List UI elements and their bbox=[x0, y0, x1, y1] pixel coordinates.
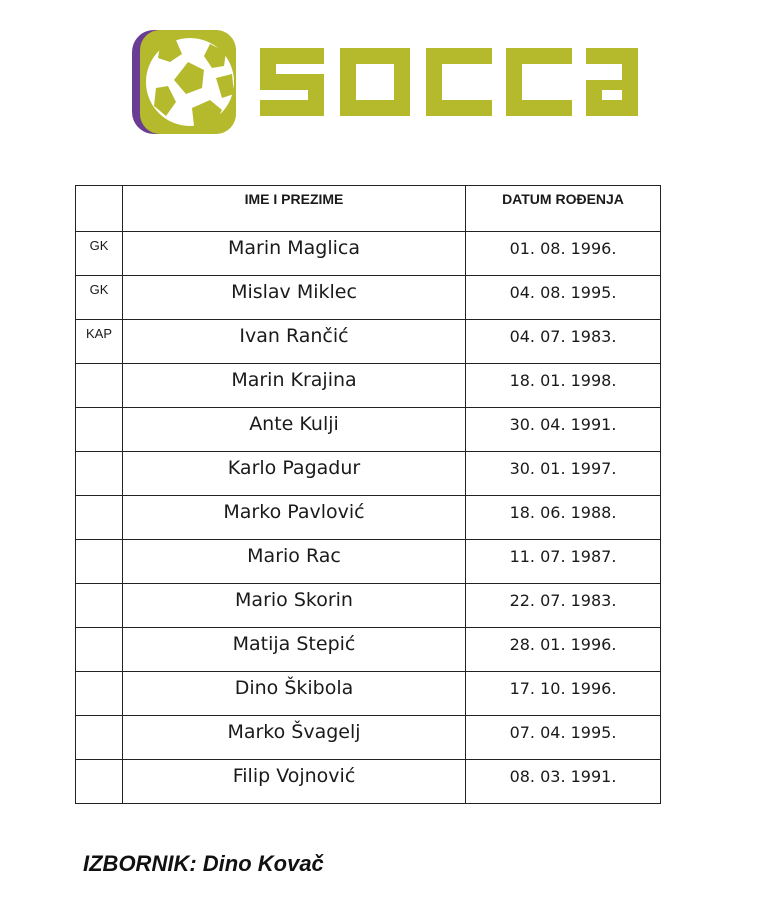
table-row bbox=[76, 232, 661, 276]
player-name-cell: Ivan Rančić bbox=[123, 320, 466, 364]
player-name-cell: Dino Škibola bbox=[123, 672, 466, 716]
table-row bbox=[76, 408, 661, 452]
player-name-cell: Mislav Miklec bbox=[123, 276, 466, 320]
role-cell bbox=[76, 672, 123, 716]
birthdate-cell: 22. 07. 1983. bbox=[466, 584, 661, 628]
socca-logo bbox=[130, 28, 640, 136]
role-cell: KAP bbox=[76, 320, 123, 364]
birthdate-cell: 11. 07. 1987. bbox=[466, 540, 661, 584]
player-name-cell: Karlo Pagadur bbox=[123, 452, 466, 496]
table-row bbox=[76, 320, 661, 364]
table-row bbox=[76, 716, 661, 760]
table-header-row bbox=[76, 186, 661, 232]
player-name-cell: Marko Švagelj bbox=[123, 716, 466, 760]
table-row bbox=[76, 452, 661, 496]
player-name-cell: Filip Vojnović bbox=[123, 760, 466, 804]
role-cell bbox=[76, 408, 123, 452]
roster-table bbox=[75, 185, 661, 804]
table-row bbox=[76, 276, 661, 320]
role-cell bbox=[76, 628, 123, 672]
player-name-cell: Marin Krajina bbox=[123, 364, 466, 408]
birthdate-cell: 04. 07. 1983. bbox=[466, 320, 661, 364]
table-row bbox=[76, 672, 661, 716]
birthdate-column-header: DATUM ROĐENJA bbox=[466, 186, 661, 232]
birthdate-cell: 04. 08. 1995. bbox=[466, 276, 661, 320]
role-cell bbox=[76, 540, 123, 584]
birthdate-cell: 18. 01. 1998. bbox=[466, 364, 661, 408]
birthdate-cell: 28. 01. 1996. bbox=[466, 628, 661, 672]
birthdate-cell: 07. 04. 1995. bbox=[466, 716, 661, 760]
role-cell bbox=[76, 496, 123, 540]
role-cell bbox=[76, 760, 123, 804]
table-row bbox=[76, 496, 661, 540]
birthdate-cell: 08. 03. 1991. bbox=[466, 760, 661, 804]
role-column-header bbox=[76, 186, 123, 232]
roster-body bbox=[76, 232, 661, 804]
table-row bbox=[76, 540, 661, 584]
table-row bbox=[76, 364, 661, 408]
name-column-header: IME I PREZIME bbox=[123, 186, 466, 232]
coach-label: IZBORNIK: Dino Kovač bbox=[83, 851, 324, 876]
role-cell bbox=[76, 452, 123, 496]
role-cell bbox=[76, 364, 123, 408]
player-name-cell: Matija Stepić bbox=[123, 628, 466, 672]
player-name-cell: Mario Skorin bbox=[123, 584, 466, 628]
football-icon bbox=[132, 30, 236, 134]
role-cell bbox=[76, 716, 123, 760]
socca-wordmark bbox=[260, 48, 638, 116]
table-row bbox=[76, 628, 661, 672]
birthdate-cell: 30. 01. 1997. bbox=[466, 452, 661, 496]
table-row bbox=[76, 760, 661, 804]
player-name-cell: Mario Rac bbox=[123, 540, 466, 584]
socca-logo-graphic bbox=[130, 28, 640, 136]
player-name-cell: Ante Kulji bbox=[123, 408, 466, 452]
role-cell: GK bbox=[76, 276, 123, 320]
birthdate-cell: 18. 06. 1988. bbox=[466, 496, 661, 540]
player-name-cell: Marko Pavlović bbox=[123, 496, 466, 540]
birthdate-cell: 17. 10. 1996. bbox=[466, 672, 661, 716]
birthdate-cell: 30. 04. 1991. bbox=[466, 408, 661, 452]
role-cell: GK bbox=[76, 232, 123, 276]
birthdate-cell: 01. 08. 1996. bbox=[466, 232, 661, 276]
player-name-cell: Marin Maglica bbox=[123, 232, 466, 276]
role-cell bbox=[76, 584, 123, 628]
table-row bbox=[76, 584, 661, 628]
